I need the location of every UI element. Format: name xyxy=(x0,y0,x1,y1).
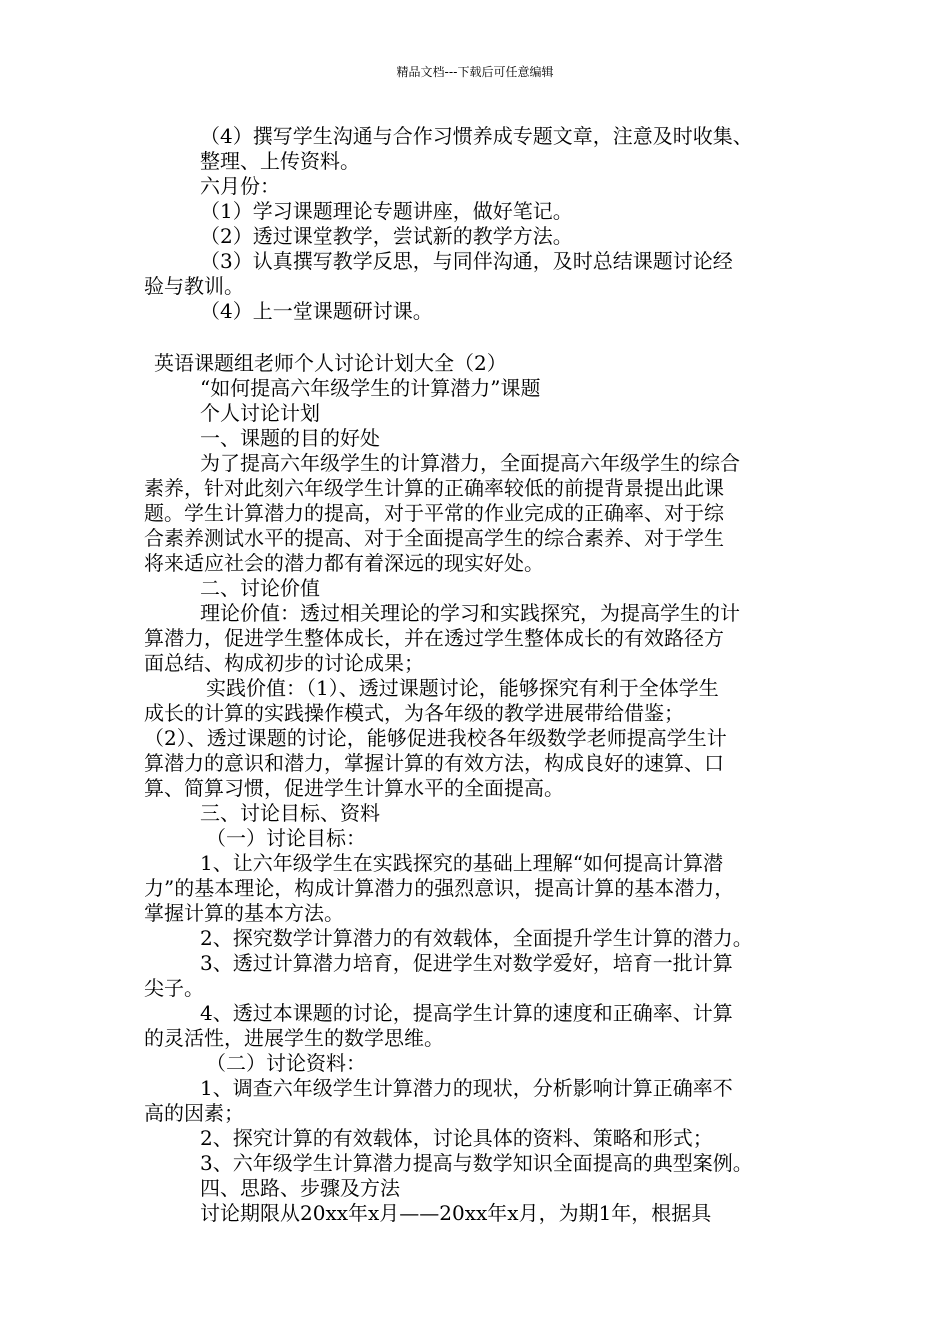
paragraph-line: 验与教训。 xyxy=(144,274,244,298)
paragraph-line: 讨论期限从20xx年x月——20xx年x月，为期1年，根据具 xyxy=(200,1201,712,1225)
paragraph-line: 高的因素； xyxy=(144,1101,244,1125)
paragraph-line: 4、透过本课题的讨论，提高学生计算的速度和正确率、计算 xyxy=(200,1001,733,1025)
paragraph-line: 合素养测试水平的提高、对于全面提高学生的综合素养、对于学生 xyxy=(144,526,724,550)
paragraph-line: （2）、透过课题的讨论，能够促进我校各年级数学老师提高学生计 xyxy=(144,726,727,750)
section-heading: 三、讨论目标、资料 xyxy=(200,801,380,825)
paragraph-line: 掌握计算的基本方法。 xyxy=(144,901,344,925)
subsection-heading: （一）讨论目标： xyxy=(206,826,366,850)
paragraph-line: 3、透过计算潜力培育，促进学生对数学爱好，培育一批计算 xyxy=(200,951,733,975)
paragraph-line: 实践价值：（1）、透过课题讨论，能够探究有利于全体学生 xyxy=(206,676,719,700)
document-body xyxy=(144,124,814,1226)
paragraph-line: 1、让六年级学生在实践探究的基础上理解“如何提高计算潜 xyxy=(200,851,723,875)
paragraph-line: （2）透过课堂教学，尝试新的教学方法。 xyxy=(200,224,573,248)
paragraph-line: 算潜力，促进学生整体成长，并在透过学生整体成长的有效路径方 xyxy=(144,626,724,650)
paragraph-line: 的灵活性，进展学生的数学思维。 xyxy=(144,1026,444,1050)
paragraph-line: 为了提高六年级学生的计算潜力，全面提高六年级学生的综合 xyxy=(200,451,740,475)
paragraph-gap xyxy=(144,324,814,351)
paragraph-line: 面总结、构成初步的讨论成果； xyxy=(144,651,424,675)
paragraph-line: （3）认真撰写教学反思，与同伴沟通，及时总结课题讨论经 xyxy=(200,249,733,273)
paragraph-line: （4）上一堂课题研讨课。 xyxy=(200,299,433,323)
paragraph-line: 素养，针对此刻六年级学生计算的正确率较低的前提背景提出此课 xyxy=(144,476,724,500)
paragraph-line: 理论价值：透过相关理论的学习和实践探究，为提高学生的计 xyxy=(200,601,740,625)
paragraph-line: 将来适应社会的潜力都有着深远的现实好处。 xyxy=(144,551,544,575)
paragraph-line: 整理、上传资料。 xyxy=(200,149,360,173)
article-subtitle: “如何提高六年级学生的计算潜力”课题 xyxy=(200,376,541,400)
section-heading: 二、讨论价值 xyxy=(200,576,320,600)
paragraph-line: （1）学习课题理论专题讲座，做好笔记。 xyxy=(200,199,573,223)
paragraph-line: 2、探究计算的有效载体，讨论具体的资料、策略和形式； xyxy=(200,1126,713,1150)
paragraph-line: 3、六年级学生计算潜力提高与数学知识全面提高的典型案例。 xyxy=(200,1151,753,1175)
subsection-heading: （二）讨论资料： xyxy=(206,1051,366,1075)
paragraph-line: 算、简算习惯，促进学生计算水平的全面提高。 xyxy=(144,776,564,800)
article-title: 英语课题组老师个人讨论计划大全（2） xyxy=(154,351,507,375)
paragraph-line: 题。学生计算潜力的提高，对于平常的作业完成的正确率、对于综 xyxy=(144,501,724,525)
paragraph-line: 力”的基本理论，构成计算潜力的强烈意识，提高计算的基本潜力， xyxy=(144,876,735,900)
paragraph-line: 2、探究数学计算潜力的有效载体，全面提升学生计算的潜力。 xyxy=(200,926,753,950)
paragraph-line: 1、调查六年级学生计算潜力的现状，分析影响计算正确率不 xyxy=(200,1076,733,1100)
section-heading: 六月份： xyxy=(200,174,280,198)
paragraph-line: 尖子。 xyxy=(144,976,204,1000)
section-heading: 一、课题的目的好处 xyxy=(200,426,380,450)
paragraph-line: 算潜力的意识和潜力，掌握计算的有效方法，构成良好的速算、口 xyxy=(144,751,724,775)
paragraph-line: 成长的计算的实践操作模式，为各年级的教学进展带给借鉴； xyxy=(144,701,684,725)
section-heading: 四、思路、步骤及方法 xyxy=(200,1176,400,1200)
paragraph-line: （4）撰写学生沟通与合作习惯养成专题文章，注意及时收集、 xyxy=(200,124,753,148)
page-header: 精品文档---下载后可任意编辑 xyxy=(396,65,554,79)
article-subtitle: 个人讨论计划 xyxy=(200,401,320,425)
